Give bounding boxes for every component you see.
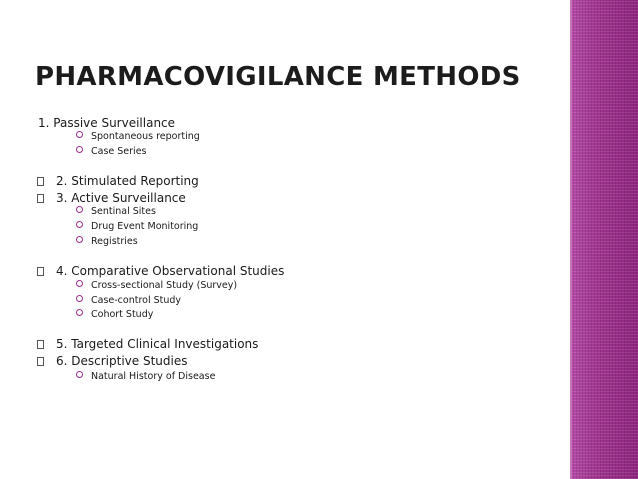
circle-bullet-icon [76, 295, 83, 302]
box-bullet-icon [37, 177, 44, 186]
list-item-label: 4. Comparative Observational Studies [56, 264, 285, 278]
list-item [37, 191, 186, 205]
sub-list-item: Cohort Study [76, 309, 153, 320]
list-item [37, 264, 284, 278]
list-item [37, 354, 187, 368]
circle-bullet-icon [76, 309, 83, 316]
sub-list-item: Natural History of Disease [76, 371, 215, 382]
list-item-label: 2. Stimulated Reporting [56, 174, 199, 188]
box-bullet-icon [37, 267, 44, 276]
sub-list-item: Registries [76, 236, 138, 247]
list-item-label: 6. Descriptive Studies [56, 354, 188, 368]
box-bullet-icon [37, 340, 44, 349]
circle-bullet-icon [76, 236, 83, 243]
list-item [37, 337, 258, 351]
circle-bullet-icon [76, 371, 83, 378]
sub-list-item: Case-control Study [76, 295, 181, 306]
circle-bullet-icon [76, 146, 83, 153]
box-bullet-icon [37, 357, 44, 366]
list-item-label: 5. Targeted Clinical Investigations [56, 337, 259, 351]
circle-bullet-icon [76, 206, 83, 213]
box-bullet-icon [37, 194, 44, 203]
list-item [37, 174, 199, 188]
sub-list-item: Cross-sectional Study (Survey) [76, 280, 237, 291]
list-item-label: 1. Passive Surveillance [38, 116, 176, 130]
list-item-label: 3. Active Surveillance [56, 191, 186, 205]
slide-title: PHARMACOVIGILANCE METHODS [35, 62, 521, 92]
sub-list-item: Drug Event Monitoring [76, 221, 198, 232]
circle-bullet-icon [76, 280, 83, 287]
circle-bullet-icon [76, 221, 83, 228]
sub-list-item: Spontaneous reporting [76, 131, 200, 142]
list-item [38, 116, 175, 130]
sub-list-item: Sentinal Sites [76, 206, 156, 217]
decorative-side-band [570, 0, 638, 479]
side-band-edge [570, 0, 572, 479]
circle-bullet-icon [76, 131, 83, 138]
sub-list-item: Case Series [76, 146, 146, 157]
